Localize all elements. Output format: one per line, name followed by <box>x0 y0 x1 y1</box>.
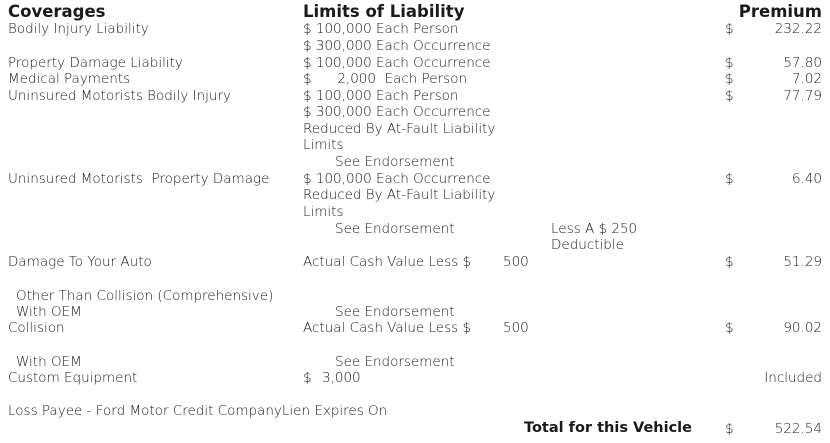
premium-currency: $ <box>725 320 734 336</box>
limit-note: Reduced By At-Fault Liability <box>303 121 496 137</box>
coverage-name: Property Damage Liability <box>8 55 183 71</box>
premium-currency: $ <box>725 88 734 104</box>
coverage-name: Damage To Your Auto <box>8 254 152 270</box>
limit-amount: 3,000 <box>322 370 361 386</box>
premium-value: 57.80 <box>783 55 822 71</box>
premium-currency: $ <box>725 171 734 187</box>
limit-text: $ 100,000 Each Person <box>303 21 459 37</box>
limits-header: Limits of Liability <box>303 2 465 21</box>
limit-note: Limits <box>303 204 344 220</box>
coverage-name: Uninsured Motorists Property Damage <box>8 171 270 187</box>
premium-currency: $ <box>725 254 734 270</box>
limit-note: Reduced By At-Fault Liability <box>303 187 496 203</box>
premium-value: 90.02 <box>783 320 822 336</box>
coverage-sub: With OEM <box>16 354 82 370</box>
limit-text: $ 100,000 Each Occurrence <box>303 171 491 187</box>
coverage-name: Medical Payments <box>8 71 131 87</box>
limit-text: Actual Cash Value Less $ <box>303 320 472 336</box>
premium-value: Included <box>764 370 822 386</box>
limit-text: $ 300,000 Each Occurrence <box>303 38 491 54</box>
premium-currency: $ <box>725 55 734 71</box>
premium-value: 77.79 <box>783 88 822 104</box>
coverage-name: Bodily Injury Liability <box>8 21 149 37</box>
limit-text: $ 100,000 Each Person <box>303 88 459 104</box>
coverage-sub: With OEM <box>16 304 82 320</box>
total-label: Total for this Vehicle <box>524 420 692 436</box>
premium-value: 232.22 <box>774 21 822 37</box>
deductible-amount: 500 <box>503 254 529 270</box>
premium-header: Premium <box>738 2 822 21</box>
endorsement-text: See Endorsement <box>335 221 455 237</box>
total-currency: $ <box>725 421 734 437</box>
premium-currency: $ <box>725 21 734 37</box>
premium-value: 51.29 <box>783 254 822 270</box>
coverage-name: Collision <box>8 320 65 336</box>
deductible-amount: 500 <box>503 320 529 336</box>
endorsement-text: See Endorsement <box>335 154 455 170</box>
total-value: 522.54 <box>774 421 822 437</box>
loss-payee-text: Loss Payee - Ford Motor Credit CompanyLien Expires On <box>8 403 388 419</box>
coverage-name: Custom Equipment <box>8 370 138 386</box>
limit-note: Limits <box>303 137 344 153</box>
deductible-text: Less A $ 250 <box>551 221 638 237</box>
limit-currency: $ <box>303 370 312 386</box>
limit-text: $ 2,000 Each Person <box>303 71 468 87</box>
endorsement-text: See Endorsement <box>335 354 455 370</box>
deductible-text: Deductible <box>551 237 624 253</box>
limit-text: $ 300,000 Each Occurrence <box>303 104 491 120</box>
limit-text: $ 100,000 Each Occurrence <box>303 55 491 71</box>
coverage-name: Other Than Collision (Comprehensive) <box>16 288 274 304</box>
premium-value: 7.02 <box>791 71 822 87</box>
premium-currency: $ <box>725 71 734 87</box>
coverage-name: Uninsured Motorists Bodily Injury <box>8 88 232 104</box>
coverages-header: Coverages <box>8 2 106 21</box>
limit-text: Actual Cash Value Less $ <box>303 254 472 270</box>
endorsement-text: See Endorsement <box>335 304 455 320</box>
premium-value: 6.40 <box>791 171 822 187</box>
